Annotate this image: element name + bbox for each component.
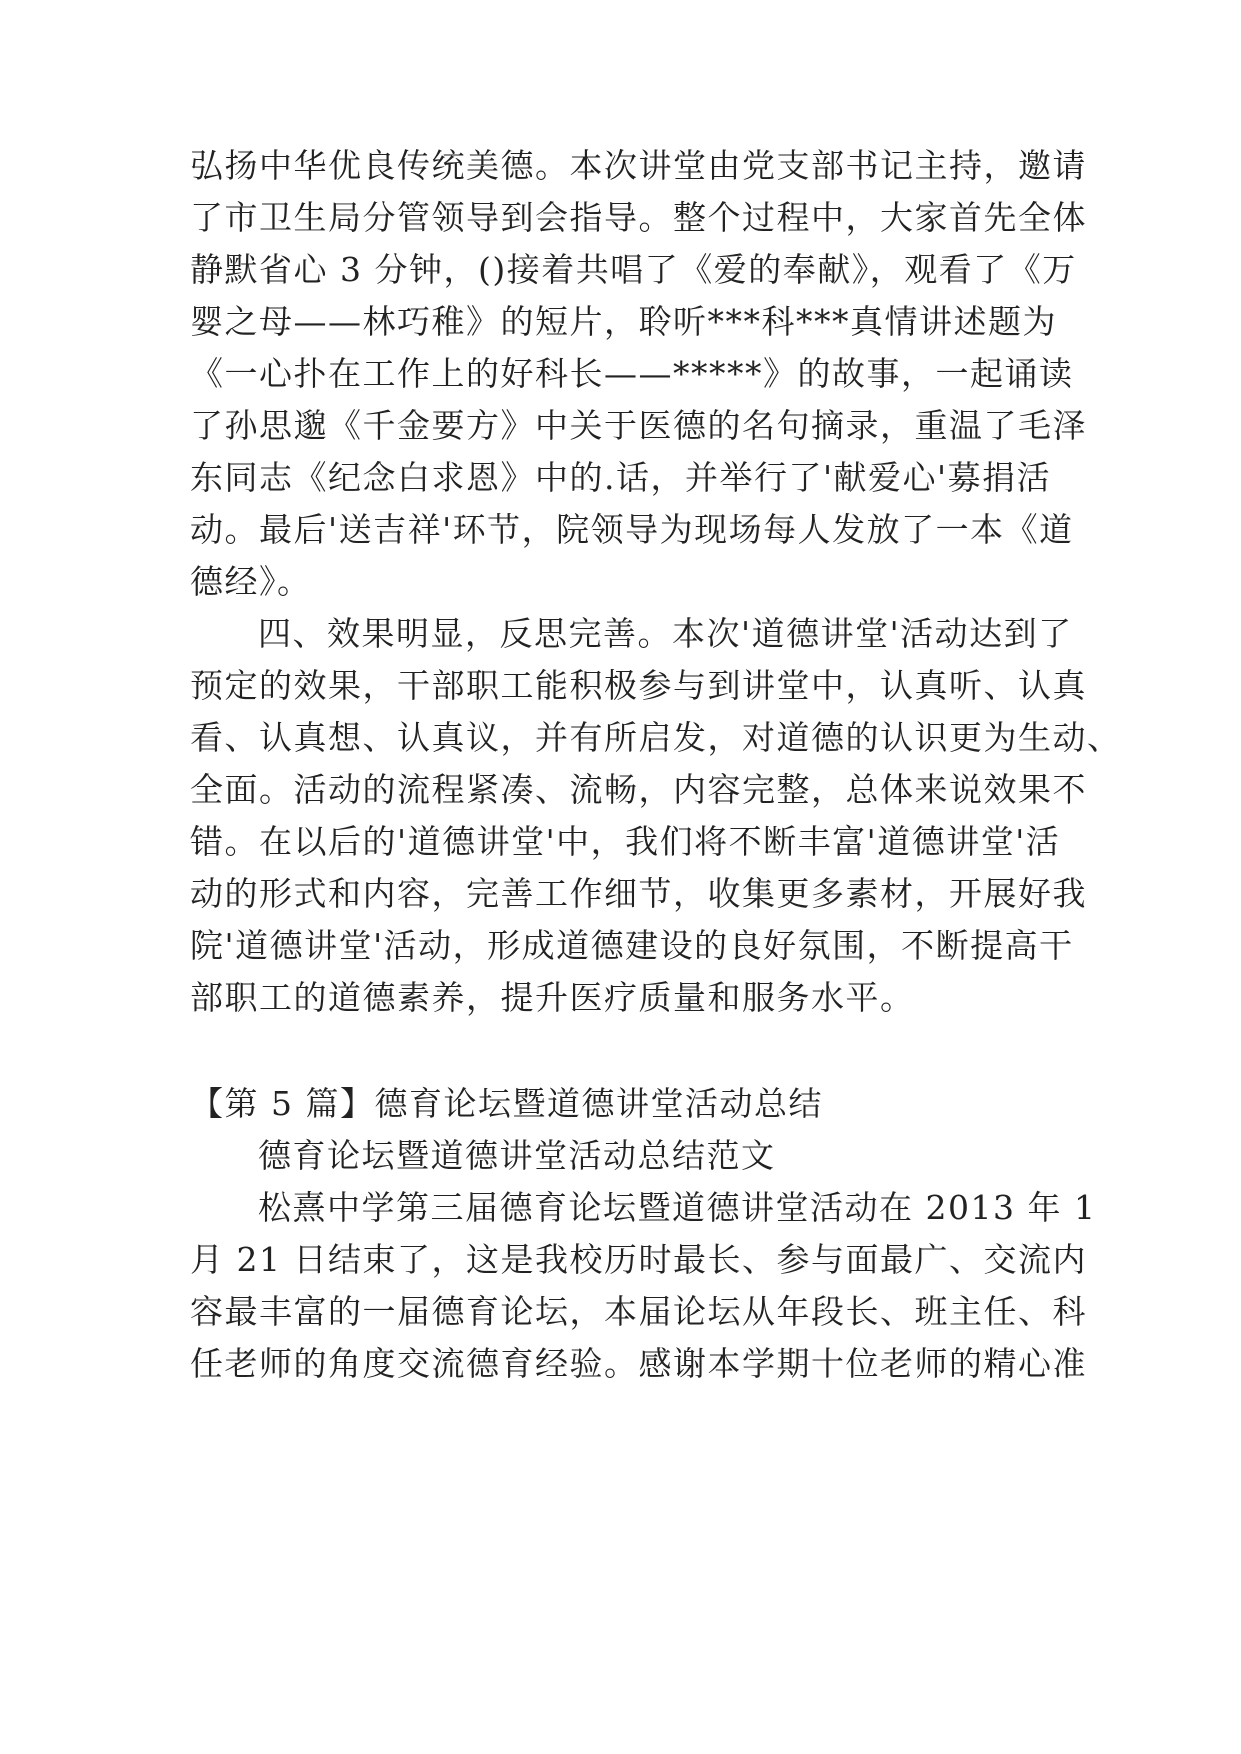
body-text-line: 预定的效果，干部职工能积极参与到讲堂中，认真听、认真 — [190, 666, 1087, 705]
paragraph-start-line: 松熹中学第三届德育论坛暨道德讲堂活动在 2013 年 1 — [258, 1188, 1097, 1227]
body-text-line: 部职工的道德素养，提升医疗质量和服务水平。 — [190, 978, 915, 1017]
body-text-line: 全面。活动的流程紧凑、流畅，内容完整，总体来说效果不 — [190, 770, 1087, 809]
section-heading: 【第 5 篇】德育论坛暨道德讲堂活动总结 — [190, 1084, 823, 1123]
body-text-line: 德经》。 — [190, 562, 312, 601]
body-text-line: 院'道德讲堂'活动，形成道德建设的良好氛围，不断提高干 — [190, 926, 1074, 965]
body-text-line: 《一心扑在工作上的好科长——*****》的故事，一起诵读 — [190, 354, 1074, 393]
body-text-line: 动的形式和内容，完善工作细节，收集更多素材，开展好我 — [190, 874, 1087, 913]
body-text-line: 错。在以后的'道德讲堂'中，我们将不断丰富'道德讲堂'活 — [190, 822, 1061, 861]
body-text-line: 看、认真想、认真议，并有所启发，对道德的认识更为生动、 — [190, 718, 1122, 757]
body-text-line: 月 21 日结束了，这是我校历时最长、参与面最广、交流内 — [190, 1240, 1087, 1279]
body-text-line: 静默省心 3 分钟，()接着共唱了《爱的奉献》，观看了《万 — [190, 250, 1077, 289]
body-text-line: 动。最后'送吉祥'环节，院领导为现场每人发放了一本《道 — [190, 510, 1074, 549]
paragraph-start-line: 四、效果明显，反思完善。本次'道德讲堂'活动达到了 — [258, 614, 1073, 653]
body-text-line: 任老师的角度交流德育经验。感谢本学期十位老师的精心准 — [190, 1344, 1087, 1383]
body-text-line: 弘扬中华优良传统美德。本次讲堂由党支部书记主持，邀请 — [190, 146, 1087, 185]
body-text-line: 了孙思邈《千金要方》中关于医德的名句摘录，重温了毛泽 — [190, 406, 1087, 445]
body-text-line: 婴之母——林巧稚》的短片，聆听***科***真情讲述题为 — [190, 302, 1057, 341]
body-text-line: 容最丰富的一届德育论坛，本届论坛从年段长、班主任、科 — [190, 1292, 1087, 1331]
body-text-line: 东同志《纪念白求恩》中的.话，并举行了'献爱心'募捐活 — [190, 458, 1052, 497]
body-text-line: 了市卫生局分管领导到会指导。整个过程中，大家首先全体 — [190, 198, 1087, 237]
article-title: 德育论坛暨道德讲堂活动总结范文 — [258, 1136, 776, 1175]
